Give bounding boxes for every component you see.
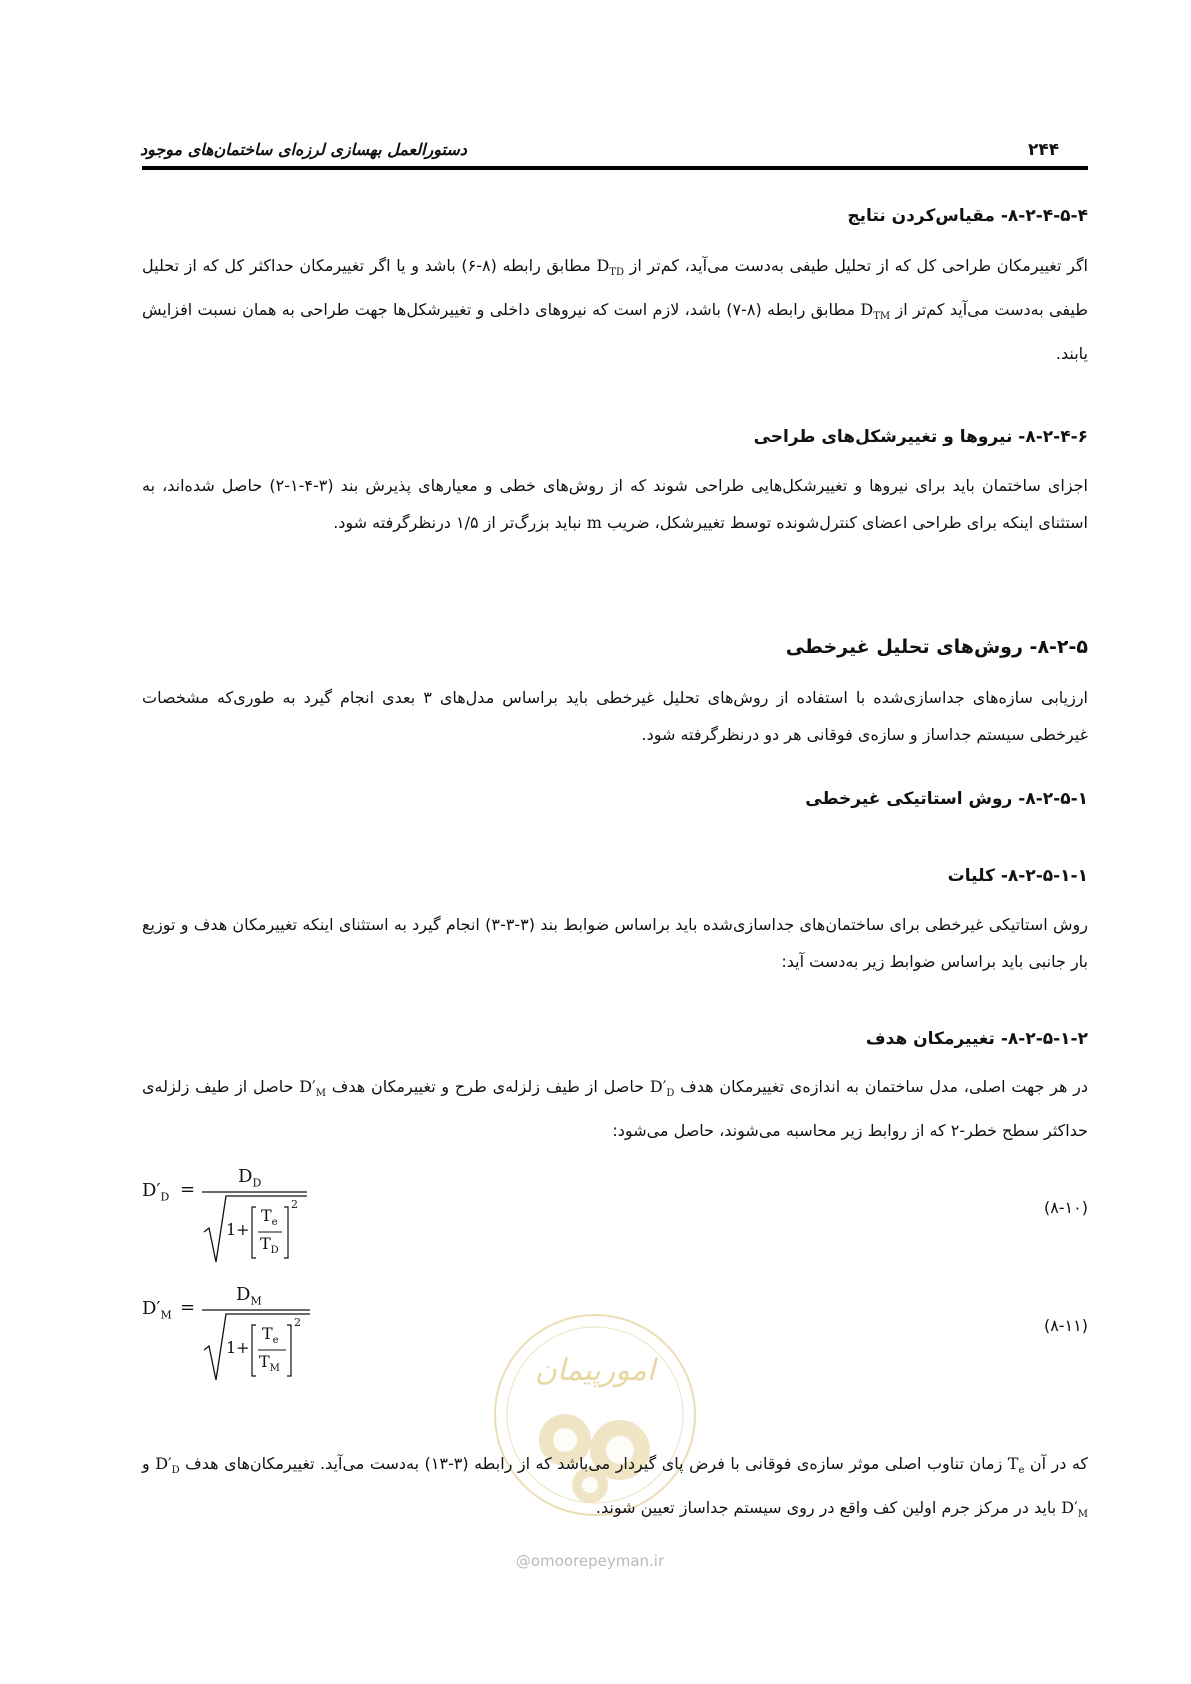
section-design-forces-paragraph — [142, 467, 1088, 541]
section-nonlinear-methods — [142, 636, 1088, 658]
section-design-forces — [142, 427, 1088, 447]
symbol-d-prime-m: $D'_M$ — [299, 1077, 326, 1100]
section-general-paragraph — [142, 906, 1088, 980]
formula-d-prime-m: $D'_M$ = $D_M$ 1+ $T_e$ $T_M$ 2 — [142, 1288, 442, 1384]
paragraph: اگر تغییرمکان طراحی کل که از تحلیل طیفی به‌دست می‌آید، کم‌تر از $D_{TD}$ مطابق رابطه (۸-۶) باشد و یا اگر تغییرمکان حداکثر کل که از تحلیل طیفی به‌دست می‌آید کم‌تر از $D_{TM}$ مطابق رابطه (۸-۷) باشد، لازم است که نیروهای داخلی و تغییرشکل‌ها جهت طراحی به همان نسبت افزایش یابند. — [142, 256, 1089, 364]
section-heading: ۸-۲-۵-۱-۲- تغییرمکان هدف — [865, 1029, 1088, 1049]
at-icon: @ — [515, 1552, 531, 1570]
section-heading: ۸-۲-۴-۵-۴- مقیاس‌کردن نتایج — [847, 206, 1088, 226]
section-heading: ۸-۲-۵-۱- روش استاتیکی غیرخطی — [805, 789, 1088, 809]
section-nonlinear-static — [142, 789, 1088, 809]
section-target-paragraph — [142, 1068, 1088, 1149]
symbol-d-prime-m: $D'_M$ — [1061, 1498, 1088, 1521]
paragraph: در هر جهت اصلی، مدل ساختمان به اندازه‌ی تغییرمکان هدف $D'_D$ حاصل از طیف زلزله‌ی طرح و تغییرمکان هدف $D'_M$ حاصل از طیف زلزله‌ی حداکثر سطح خطر-۲ که از روابط زیر محاسبه می‌شوند، حاصل می‌شود: — [142, 1077, 1089, 1141]
paragraph: اجزای ساختمان باید برای نیروها و تغییرشکل‌هایی طراحی شوند که از روش‌های خطی و معیارهای پذیرش بند (۳-۴-۱-۲) حاصل شده‌اند، به استثنای اینکه برای طراحی اعضای کنترل‌شونده توسط تغییرشکل، ضریب m نباید بزرگ‌تر از ۱/۵ درنظرگرفته شود. — [142, 476, 1088, 532]
symbol-t-e: $T_e$ — [1007, 1454, 1025, 1477]
section-target-displacement — [142, 1029, 1088, 1049]
section-heading: ۸-۲-۵- روش‌های تحلیل غیرخطی — [785, 636, 1088, 658]
section-heading: ۸-۲-۴-۶- نیروها و تغییرشکل‌های طراحی — [753, 427, 1088, 447]
watermark-url: @omoorepeyman.ir — [515, 1552, 665, 1570]
symbol-d-prime-d: $D'_D$ — [649, 1077, 675, 1100]
section-scaling-results — [142, 206, 1088, 226]
paragraph: روش استاتیکی غیرخطی برای ساختمان‌های جداسازی‌شده باید براساس ضوابط بند (۳-۳-۳) انجام گیرد به استثنای اینکه تغییرمکان هدف و توزیع بار جانبی باید براساس ضوابط زیر به‌دست آید: — [142, 915, 1088, 971]
section-nonlinear-paragraph — [142, 679, 1088, 753]
section-heading: ۸-۲-۵-۱-۱- کلیات — [947, 866, 1088, 886]
equation-8-10 — [142, 1166, 1088, 1266]
section-scaling-paragraph — [142, 247, 1088, 372]
symbol-d-prime-d: $D'_D$ — [155, 1454, 180, 1477]
running-header-title: دستورالعمل بهسازی لرزه‌ای ساختمان‌های موجود — [140, 140, 467, 159]
paragraph: که در آن $T_e$ زمان تناوب اصلی موثر سازه‌ی فوقانی با فرض پای گیردار می‌باشد که از رابطه (۳-۱۳) به‌دست می‌آید. تغییرمکان‌های هدف $D'_D$ و $D'_M$ باید در مرکز جرم اولین کف واقع در روی سیستم جداساز تعیین شوند. — [142, 1454, 1089, 1521]
formula-d-prime-d: $D'_D$ = $D_D$ 1+ $T_e$ $T_D$ 2 — [142, 1170, 442, 1266]
symbol-d-tm: $D_{TM}$ — [860, 300, 891, 323]
symbol-d-td: $D_{TD}$ — [596, 256, 624, 279]
svg-text:امورپیمان: امورپیمان — [534, 1353, 656, 1388]
section-general — [142, 866, 1088, 886]
symbol-m: m — [586, 513, 602, 532]
section-final-paragraph — [142, 1445, 1088, 1533]
header-rule — [142, 166, 1088, 170]
paragraph: ارزیابی سازه‌های جداسازی‌شده با استفاده از روش‌های تحلیل غیرخطی باید براساس مدل‌های ۳ بعدی انجام گیرد به طوری‌که مشخصات غیرخطی سیستم جداساز و سازه‌ی فوقانی هر دو درنظرگرفته شود. — [142, 688, 1088, 744]
equation-number: (۸-۱۰) — [1043, 1198, 1088, 1217]
equation-number: (۸-۱۱) — [1043, 1316, 1088, 1335]
page-number: ۲۴۴ — [1028, 140, 1060, 160]
